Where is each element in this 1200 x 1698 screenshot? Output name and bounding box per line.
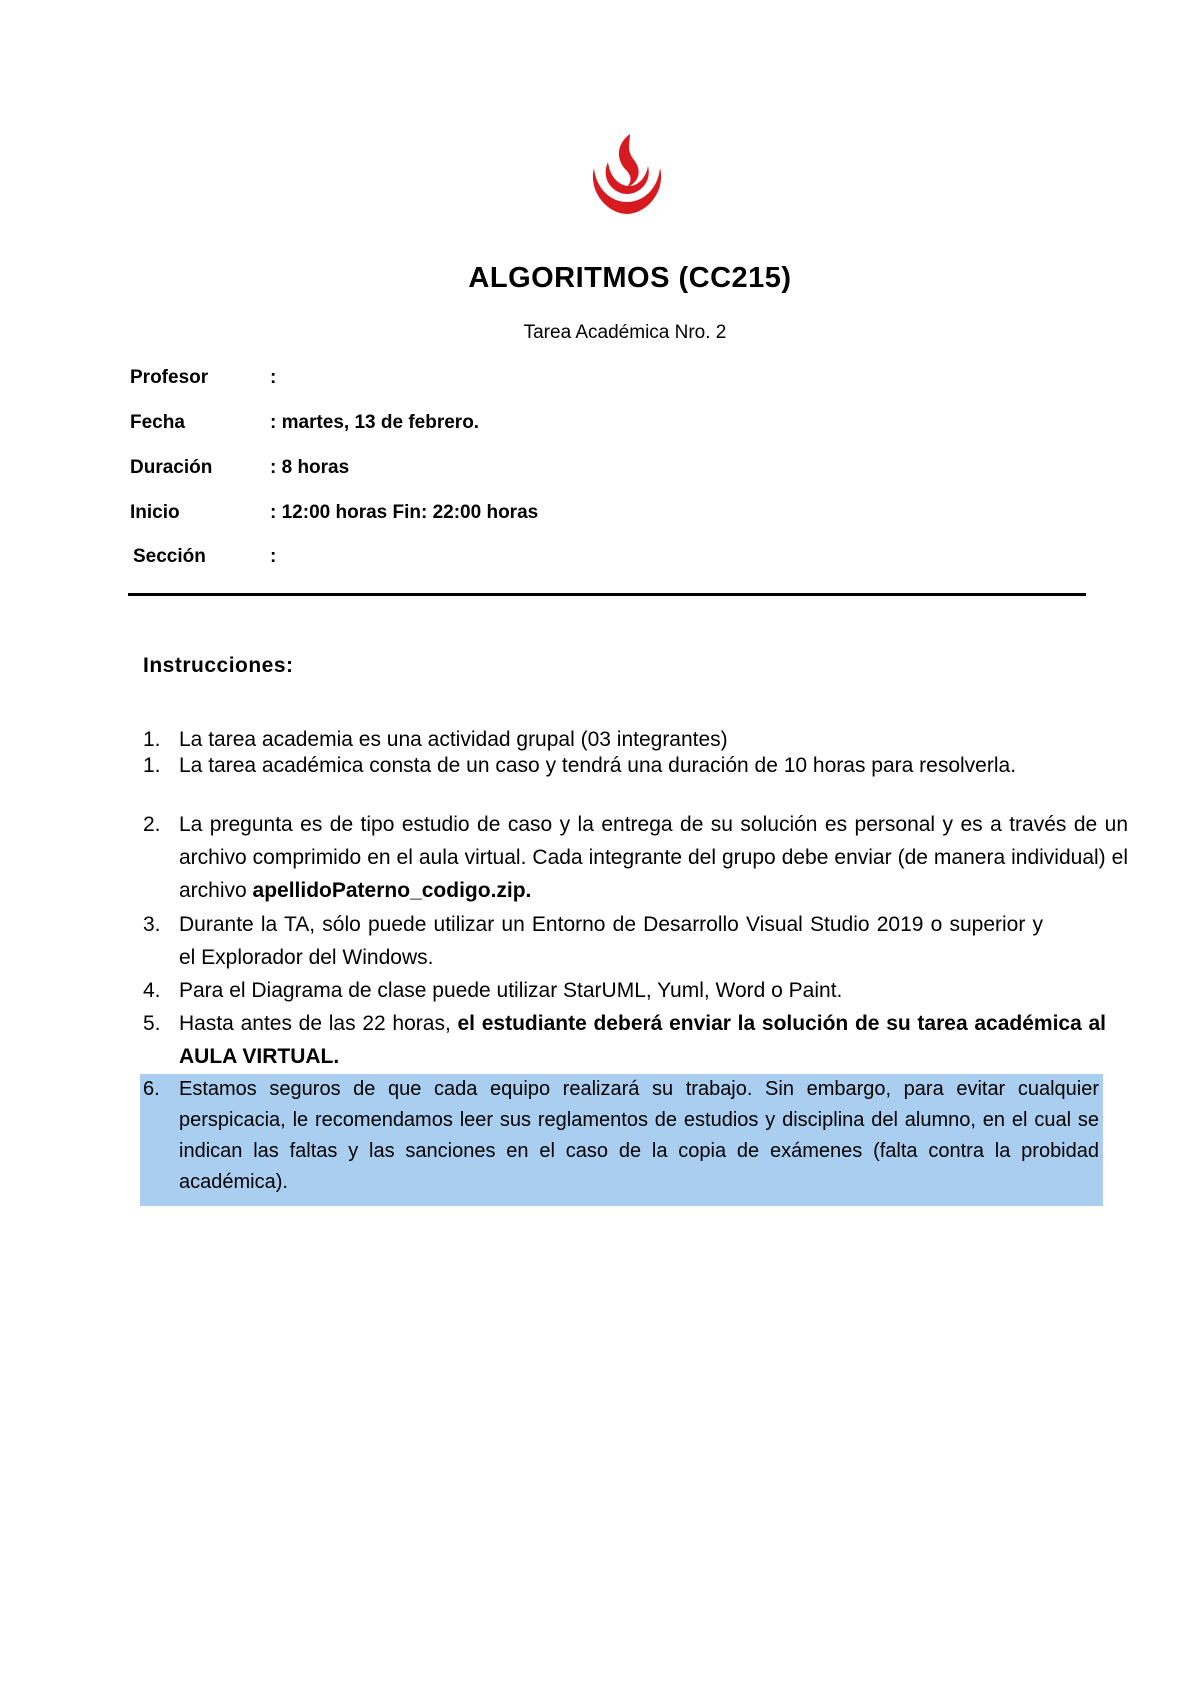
item-number: 4. [143,979,161,1002]
item-number: 6. [143,1078,160,1100]
item-number: 1. [143,728,161,751]
meta-label-fecha: Fecha [130,412,185,433]
item-number: 2. [143,813,161,836]
item-number: 1. [143,754,161,777]
meta-value-inicio: : 12:00 horas Fin: 22:00 horas [270,502,539,523]
item-text: La tarea academia es una actividad grupal (03 integrantes) [179,728,728,751]
instruction-item [143,908,1043,974]
document-subtitle: Tarea Académica Nro. 2 [523,322,727,343]
meta-label-profesor: Profesor [130,367,209,388]
item-text: Para el Diagrama de clase puede utilizar StarUML, Yuml, Word o Paint. [179,979,843,1002]
instructions-heading: Instrucciones: [143,654,294,677]
instruction-item [143,808,1128,907]
instruction-item [143,752,1128,779]
meta-value-fecha: : martes, 13 de febrero. [270,412,480,433]
meta-value-profesor: : [270,367,277,388]
item-text: La pregunta es de tipo estudio de caso y la entrega de su solución es personal y es a través de un archivo comprimido en el aula virtual. Cada integrante del grupo debe enviar (de manera individual) el archivo apellidoPaterno_codigo.zip. [179,813,1128,902]
item-number: 5. [143,1012,161,1035]
instruction-item-highlighted [140,1074,1103,1206]
meta-label-duracion: Duración [130,457,213,478]
item-number: 3. [143,913,161,936]
document-title: ALGORITMOS (CC215) [468,262,792,294]
meta-value-seccion: : [270,546,277,567]
item-text: La tarea académica consta de un caso y tendrá una duración de 10 horas para resolverla. [179,754,1017,777]
meta-value-duracion: : 8 horas [270,457,350,478]
header-divider [128,593,1086,596]
upc-flame-logo [586,132,668,216]
instruction-item [143,1007,1106,1073]
instruction-item [143,974,1128,1007]
item-text: Hasta antes de las 22 horas, el estudiante deberá enviar la solución de su tarea académica al AULA VIRTUAL. [179,1012,1106,1068]
item-text: Estamos seguros de que cada equipo realizará su trabajo. Sin embargo, para evitar cualquier perspicacia, le recomendamos leer sus reglamentos de estudios y disciplina del alumno, en el cual se indican las faltas y las sanciones en el caso de la copia de exámenes (falta contra la probidad académica). [179,1078,1099,1193]
item-text: Durante la TA, sólo puede utilizar un Entorno de Desarrollo Visual Studio 2019 o superior y el Explorador del Windows. [179,913,1043,969]
meta-label-seccion: Sección [133,546,206,567]
meta-label-inicio: Inicio [130,502,180,523]
